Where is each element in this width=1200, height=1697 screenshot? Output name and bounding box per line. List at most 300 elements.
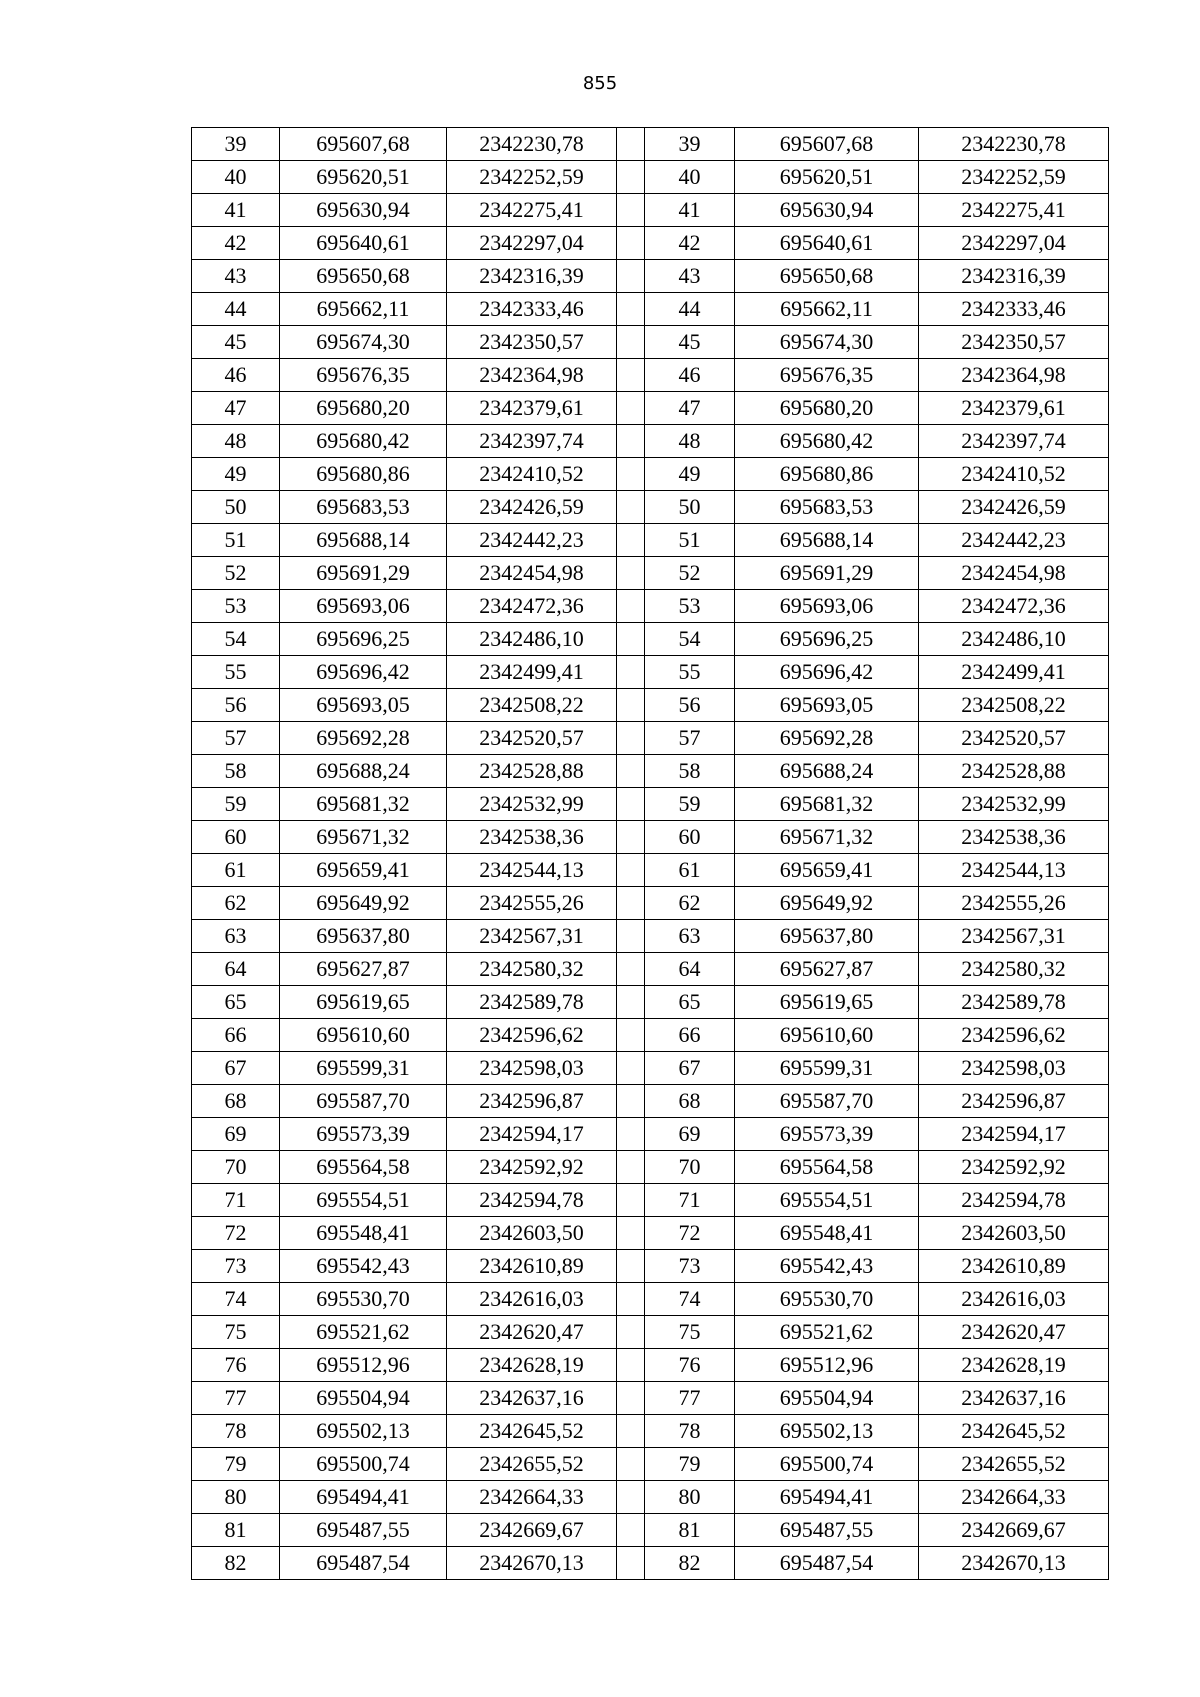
right-point-number: 54 [645,623,735,656]
right-point-number: 70 [645,1151,735,1184]
left-y-coordinate: 2342620,47 [447,1316,617,1349]
right-y-coordinate: 2342379,61 [919,392,1109,425]
spacer-cell [617,1283,645,1316]
table-row [192,1481,1109,1514]
right-x-coordinate: 695564,58 [735,1151,919,1184]
right-x-coordinate: 695502,13 [735,1415,919,1448]
left-point-number: 45 [192,326,280,359]
left-point-number: 46 [192,359,280,392]
table-row [192,425,1109,458]
left-point-number: 78 [192,1415,280,1448]
table-row [192,1283,1109,1316]
right-x-coordinate: 695512,96 [735,1349,919,1382]
right-x-coordinate: 695487,55 [735,1514,919,1547]
spacer-cell [617,557,645,590]
left-point-number: 77 [192,1382,280,1415]
right-x-coordinate: 695587,70 [735,1085,919,1118]
spacer-cell [617,425,645,458]
left-x-coordinate: 695554,51 [280,1184,447,1217]
right-x-coordinate: 695650,68 [735,260,919,293]
left-point-number: 68 [192,1085,280,1118]
right-x-coordinate: 695688,14 [735,524,919,557]
table-row [192,623,1109,656]
left-y-coordinate: 2342316,39 [447,260,617,293]
right-point-number: 44 [645,293,735,326]
right-point-number: 58 [645,755,735,788]
right-y-coordinate: 2342410,52 [919,458,1109,491]
spacer-cell [617,755,645,788]
left-x-coordinate: 695502,13 [280,1415,447,1448]
left-point-number: 59 [192,788,280,821]
left-point-number: 72 [192,1217,280,1250]
table-row [192,1151,1109,1184]
right-y-coordinate: 2342598,03 [919,1052,1109,1085]
right-x-coordinate: 695683,53 [735,491,919,524]
right-x-coordinate: 695681,32 [735,788,919,821]
left-x-coordinate: 695696,42 [280,656,447,689]
table-row [192,1052,1109,1085]
table-row [192,854,1109,887]
right-y-coordinate: 2342664,33 [919,1481,1109,1514]
left-point-number: 48 [192,425,280,458]
left-y-coordinate: 2342297,04 [447,227,617,260]
table-row [192,590,1109,623]
right-x-coordinate: 695680,20 [735,392,919,425]
table-row [192,458,1109,491]
left-x-coordinate: 695620,51 [280,161,447,194]
right-x-coordinate: 695688,24 [735,755,919,788]
table-row [192,1085,1109,1118]
left-point-number: 43 [192,260,280,293]
left-point-number: 58 [192,755,280,788]
spacer-cell [617,1382,645,1415]
right-point-number: 82 [645,1547,735,1580]
spacer-cell [617,1052,645,1085]
left-y-coordinate: 2342603,50 [447,1217,617,1250]
spacer-cell [617,359,645,392]
right-y-coordinate: 2342645,52 [919,1415,1109,1448]
left-y-coordinate: 2342592,92 [447,1151,617,1184]
right-point-number: 45 [645,326,735,359]
right-point-number: 41 [645,194,735,227]
right-x-coordinate: 695573,39 [735,1118,919,1151]
right-x-coordinate: 695671,32 [735,821,919,854]
left-y-coordinate: 2342616,03 [447,1283,617,1316]
table-row [192,1514,1109,1547]
right-point-number: 74 [645,1283,735,1316]
left-x-coordinate: 695688,14 [280,524,447,557]
right-y-coordinate: 2342297,04 [919,227,1109,260]
coordinates-table-body [192,128,1109,1580]
right-point-number: 63 [645,920,735,953]
left-y-coordinate: 2342528,88 [447,755,617,788]
left-y-coordinate: 2342499,41 [447,656,617,689]
right-point-number: 75 [645,1316,735,1349]
table-row [192,1217,1109,1250]
left-point-number: 73 [192,1250,280,1283]
right-x-coordinate: 695659,41 [735,854,919,887]
spacer-cell [617,260,645,293]
right-point-number: 60 [645,821,735,854]
left-y-coordinate: 2342454,98 [447,557,617,590]
right-y-coordinate: 2342532,99 [919,788,1109,821]
left-point-number: 52 [192,557,280,590]
left-point-number: 39 [192,128,280,161]
spacer-cell [617,1118,645,1151]
right-x-coordinate: 695662,11 [735,293,919,326]
right-point-number: 78 [645,1415,735,1448]
spacer-cell [617,1250,645,1283]
left-x-coordinate: 695607,68 [280,128,447,161]
left-y-coordinate: 2342555,26 [447,887,617,920]
right-y-coordinate: 2342454,98 [919,557,1109,590]
left-y-coordinate: 2342333,46 [447,293,617,326]
right-y-coordinate: 2342538,36 [919,821,1109,854]
spacer-cell [617,1217,645,1250]
spacer-cell [617,1514,645,1547]
left-x-coordinate: 695564,58 [280,1151,447,1184]
right-x-coordinate: 695620,51 [735,161,919,194]
left-y-coordinate: 2342594,17 [447,1118,617,1151]
left-x-coordinate: 695681,32 [280,788,447,821]
right-x-coordinate: 695676,35 [735,359,919,392]
left-y-coordinate: 2342410,52 [447,458,617,491]
left-y-coordinate: 2342669,67 [447,1514,617,1547]
table-row [192,1184,1109,1217]
left-x-coordinate: 695587,70 [280,1085,447,1118]
spacer-cell [617,590,645,623]
left-x-coordinate: 695640,61 [280,227,447,260]
right-x-coordinate: 695691,29 [735,557,919,590]
left-x-coordinate: 695676,35 [280,359,447,392]
left-y-coordinate: 2342598,03 [447,1052,617,1085]
left-x-coordinate: 695674,30 [280,326,447,359]
right-y-coordinate: 2342520,57 [919,722,1109,755]
right-x-coordinate: 695554,51 [735,1184,919,1217]
left-y-coordinate: 2342520,57 [447,722,617,755]
right-y-coordinate: 2342364,98 [919,359,1109,392]
left-point-number: 50 [192,491,280,524]
table-row [192,788,1109,821]
table-row [192,1316,1109,1349]
table-row [192,887,1109,920]
right-y-coordinate: 2342610,89 [919,1250,1109,1283]
left-x-coordinate: 695693,05 [280,689,447,722]
right-y-coordinate: 2342230,78 [919,128,1109,161]
right-x-coordinate: 695521,62 [735,1316,919,1349]
spacer-cell [617,1151,645,1184]
right-y-coordinate: 2342508,22 [919,689,1109,722]
table-row [192,359,1109,392]
right-x-coordinate: 695640,61 [735,227,919,260]
left-y-coordinate: 2342364,98 [447,359,617,392]
left-point-number: 61 [192,854,280,887]
left-point-number: 44 [192,293,280,326]
right-x-coordinate: 695693,06 [735,590,919,623]
left-point-number: 71 [192,1184,280,1217]
right-point-number: 42 [645,227,735,260]
right-point-number: 47 [645,392,735,425]
table-row [192,293,1109,326]
left-x-coordinate: 695691,29 [280,557,447,590]
left-x-coordinate: 695692,28 [280,722,447,755]
right-y-coordinate: 2342620,47 [919,1316,1109,1349]
right-x-coordinate: 695494,41 [735,1481,919,1514]
coordinates-table [191,127,1109,1580]
right-point-number: 49 [645,458,735,491]
left-point-number: 66 [192,1019,280,1052]
left-x-coordinate: 695619,65 [280,986,447,1019]
table-row [192,1547,1109,1580]
left-point-number: 82 [192,1547,280,1580]
left-point-number: 63 [192,920,280,953]
table-row [192,227,1109,260]
left-x-coordinate: 695530,70 [280,1283,447,1316]
left-x-coordinate: 695650,68 [280,260,447,293]
left-y-coordinate: 2342426,59 [447,491,617,524]
right-point-number: 52 [645,557,735,590]
right-y-coordinate: 2342472,36 [919,590,1109,623]
right-x-coordinate: 695627,87 [735,953,919,986]
left-x-coordinate: 695504,94 [280,1382,447,1415]
left-point-number: 60 [192,821,280,854]
table-row [192,557,1109,590]
spacer-cell [617,1019,645,1052]
right-point-number: 67 [645,1052,735,1085]
spacer-cell [617,623,645,656]
left-y-coordinate: 2342670,13 [447,1547,617,1580]
left-x-coordinate: 695683,53 [280,491,447,524]
table-row [192,920,1109,953]
left-point-number: 41 [192,194,280,227]
table-row [192,128,1109,161]
right-point-number: 39 [645,128,735,161]
right-y-coordinate: 2342670,13 [919,1547,1109,1580]
left-x-coordinate: 695494,41 [280,1481,447,1514]
right-y-coordinate: 2342252,59 [919,161,1109,194]
left-y-coordinate: 2342544,13 [447,854,617,887]
right-y-coordinate: 2342596,87 [919,1085,1109,1118]
right-point-number: 72 [645,1217,735,1250]
left-x-coordinate: 695500,74 [280,1448,447,1481]
right-x-coordinate: 695692,28 [735,722,919,755]
left-x-coordinate: 695688,24 [280,755,447,788]
right-point-number: 80 [645,1481,735,1514]
left-point-number: 81 [192,1514,280,1547]
right-point-number: 64 [645,953,735,986]
left-y-coordinate: 2342350,57 [447,326,617,359]
left-x-coordinate: 695671,32 [280,821,447,854]
left-point-number: 75 [192,1316,280,1349]
right-y-coordinate: 2342603,50 [919,1217,1109,1250]
left-x-coordinate: 695548,41 [280,1217,447,1250]
left-y-coordinate: 2342538,36 [447,821,617,854]
left-x-coordinate: 695630,94 [280,194,447,227]
right-point-number: 48 [645,425,735,458]
table-row [192,1448,1109,1481]
left-x-coordinate: 695680,86 [280,458,447,491]
table-row [192,1250,1109,1283]
left-y-coordinate: 2342596,62 [447,1019,617,1052]
left-y-coordinate: 2342637,16 [447,1382,617,1415]
spacer-cell [617,524,645,557]
spacer-cell [617,986,645,1019]
table-row [192,722,1109,755]
right-point-number: 53 [645,590,735,623]
left-point-number: 53 [192,590,280,623]
left-x-coordinate: 695680,42 [280,425,447,458]
right-point-number: 65 [645,986,735,1019]
table-row [192,260,1109,293]
right-y-coordinate: 2342594,78 [919,1184,1109,1217]
right-point-number: 51 [645,524,735,557]
right-y-coordinate: 2342499,41 [919,656,1109,689]
left-y-coordinate: 2342655,52 [447,1448,617,1481]
right-y-coordinate: 2342655,52 [919,1448,1109,1481]
left-x-coordinate: 695512,96 [280,1349,447,1382]
right-x-coordinate: 695504,94 [735,1382,919,1415]
left-x-coordinate: 695659,41 [280,854,447,887]
spacer-cell [617,1448,645,1481]
right-y-coordinate: 2342567,31 [919,920,1109,953]
right-y-coordinate: 2342592,92 [919,1151,1109,1184]
spacer-cell [617,1316,645,1349]
page-number: 855 [582,73,618,94]
right-point-number: 55 [645,656,735,689]
table-row [192,1019,1109,1052]
right-y-coordinate: 2342442,23 [919,524,1109,557]
left-y-coordinate: 2342594,78 [447,1184,617,1217]
right-x-coordinate: 695599,31 [735,1052,919,1085]
spacer-cell [617,293,645,326]
right-y-coordinate: 2342628,19 [919,1349,1109,1382]
right-y-coordinate: 2342544,13 [919,854,1109,887]
right-point-number: 50 [645,491,735,524]
right-x-coordinate: 695680,86 [735,458,919,491]
left-point-number: 70 [192,1151,280,1184]
right-y-coordinate: 2342333,46 [919,293,1109,326]
right-x-coordinate: 695530,70 [735,1283,919,1316]
left-x-coordinate: 695680,20 [280,392,447,425]
left-x-coordinate: 695599,31 [280,1052,447,1085]
table-row [192,986,1109,1019]
left-point-number: 40 [192,161,280,194]
right-x-coordinate: 695649,92 [735,887,919,920]
right-point-number: 73 [645,1250,735,1283]
left-x-coordinate: 695662,11 [280,293,447,326]
right-x-coordinate: 695548,41 [735,1217,919,1250]
right-point-number: 66 [645,1019,735,1052]
table-row [192,326,1109,359]
table-row [192,953,1109,986]
left-y-coordinate: 2342580,32 [447,953,617,986]
spacer-cell [617,920,645,953]
right-x-coordinate: 695630,94 [735,194,919,227]
right-y-coordinate: 2342275,41 [919,194,1109,227]
spacer-cell [617,326,645,359]
spacer-cell [617,821,645,854]
spacer-cell [617,1481,645,1514]
right-y-coordinate: 2342669,67 [919,1514,1109,1547]
left-point-number: 76 [192,1349,280,1382]
right-point-number: 69 [645,1118,735,1151]
table-row [192,524,1109,557]
spacer-cell [617,854,645,887]
left-y-coordinate: 2342486,10 [447,623,617,656]
right-x-coordinate: 695500,74 [735,1448,919,1481]
left-point-number: 54 [192,623,280,656]
right-y-coordinate: 2342555,26 [919,887,1109,920]
spacer-cell [617,788,645,821]
right-point-number: 46 [645,359,735,392]
left-point-number: 56 [192,689,280,722]
right-point-number: 68 [645,1085,735,1118]
left-y-coordinate: 2342645,52 [447,1415,617,1448]
spacer-cell [617,392,645,425]
right-y-coordinate: 2342426,59 [919,491,1109,524]
spacer-cell [617,656,645,689]
right-point-number: 59 [645,788,735,821]
left-y-coordinate: 2342508,22 [447,689,617,722]
right-point-number: 56 [645,689,735,722]
table-row [192,1118,1109,1151]
right-x-coordinate: 695696,25 [735,623,919,656]
left-x-coordinate: 695649,92 [280,887,447,920]
left-y-coordinate: 2342379,61 [447,392,617,425]
left-y-coordinate: 2342230,78 [447,128,617,161]
left-point-number: 57 [192,722,280,755]
right-x-coordinate: 695619,65 [735,986,919,1019]
left-point-number: 42 [192,227,280,260]
right-point-number: 40 [645,161,735,194]
right-x-coordinate: 695674,30 [735,326,919,359]
right-y-coordinate: 2342350,57 [919,326,1109,359]
spacer-cell [617,194,645,227]
left-point-number: 55 [192,656,280,689]
right-point-number: 79 [645,1448,735,1481]
right-y-coordinate: 2342594,17 [919,1118,1109,1151]
table-row [192,1349,1109,1382]
right-x-coordinate: 695610,60 [735,1019,919,1052]
right-point-number: 62 [645,887,735,920]
left-y-coordinate: 2342610,89 [447,1250,617,1283]
left-y-coordinate: 2342275,41 [447,194,617,227]
left-x-coordinate: 695542,43 [280,1250,447,1283]
right-x-coordinate: 695607,68 [735,128,919,161]
right-x-coordinate: 695696,42 [735,656,919,689]
left-y-coordinate: 2342628,19 [447,1349,617,1382]
left-point-number: 74 [192,1283,280,1316]
left-x-coordinate: 695693,06 [280,590,447,623]
right-y-coordinate: 2342397,74 [919,425,1109,458]
table-row [192,491,1109,524]
table-row [192,1382,1109,1415]
right-y-coordinate: 2342637,16 [919,1382,1109,1415]
left-x-coordinate: 695696,25 [280,623,447,656]
right-y-coordinate: 2342486,10 [919,623,1109,656]
right-point-number: 71 [645,1184,735,1217]
spacer-cell [617,887,645,920]
left-point-number: 67 [192,1052,280,1085]
spacer-cell [617,1415,645,1448]
right-point-number: 81 [645,1514,735,1547]
left-y-coordinate: 2342252,59 [447,161,617,194]
left-y-coordinate: 2342567,31 [447,920,617,953]
left-x-coordinate: 695637,80 [280,920,447,953]
left-point-number: 47 [192,392,280,425]
right-y-coordinate: 2342316,39 [919,260,1109,293]
spacer-cell [617,491,645,524]
